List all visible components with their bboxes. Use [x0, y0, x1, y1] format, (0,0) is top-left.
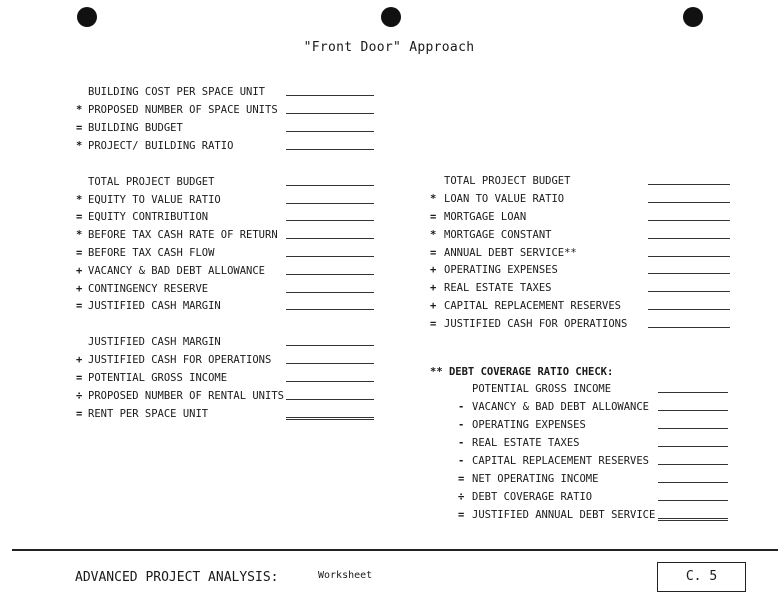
answer-blank[interactable] — [286, 220, 374, 221]
answer-blank[interactable] — [658, 410, 728, 411]
answer-blank[interactable] — [286, 203, 374, 204]
operator: * — [430, 193, 437, 205]
row-label: NET OPERATING INCOME — [472, 473, 599, 485]
row-label: LOAN TO VALUE RATIO — [444, 193, 565, 205]
answer-blank[interactable] — [286, 417, 374, 420]
answer-blank[interactable] — [286, 185, 374, 186]
operator: * — [76, 104, 83, 116]
form-row — [76, 83, 374, 101]
operator: + — [76, 283, 83, 295]
row-label: MORTGAGE CONSTANT — [444, 229, 552, 241]
row-label: OPERATING EXPENSES — [444, 264, 558, 276]
answer-blank[interactable] — [648, 327, 730, 328]
operator: = — [76, 408, 83, 420]
row-label: JUSTIFIED ANNUAL DEBT SERVICE — [472, 509, 656, 521]
form-row — [76, 191, 374, 209]
row-label: ANNUAL DEBT SERVICE** — [444, 247, 577, 259]
row-label: CAPITAL REPLACEMENT RESERVES — [472, 455, 650, 467]
answer-blank[interactable] — [648, 291, 730, 292]
row-label: POTENTIAL GROSS INCOME — [472, 383, 612, 395]
debt-coverage-header: ** DEBT COVERAGE RATIO CHECK: — [430, 366, 614, 378]
operator: = — [458, 509, 465, 521]
form-row — [458, 434, 728, 452]
row-label: REAL ESTATE TAXES — [444, 282, 552, 294]
form-row — [76, 262, 374, 280]
form-row — [430, 261, 730, 279]
row-label: TOTAL PROJECT BUDGET — [88, 176, 215, 188]
row-label: EQUITY TO VALUE RATIO — [88, 194, 221, 206]
operator: * — [76, 229, 83, 241]
row-label: VACANCY & BAD DEBT ALLOWANCE — [472, 401, 650, 413]
row-label: RENT PER SPACE UNIT — [88, 408, 209, 420]
footer-title: ADVANCED PROJECT ANALYSIS: — [75, 570, 279, 585]
answer-blank[interactable] — [286, 274, 374, 275]
answer-blank[interactable] — [658, 428, 728, 429]
form-row — [430, 297, 730, 315]
form-row — [76, 280, 374, 298]
row-label: PROPOSED NUMBER OF RENTAL UNITS — [88, 390, 284, 402]
form-row — [458, 416, 728, 434]
binder-hole-center — [381, 7, 401, 27]
operator: - — [458, 419, 465, 431]
answer-blank[interactable] — [648, 220, 730, 221]
form-row — [76, 101, 374, 119]
row-label: DEBT COVERAGE RATIO — [472, 491, 593, 503]
form-row — [76, 208, 374, 226]
answer-blank[interactable] — [658, 518, 728, 521]
form-row — [76, 351, 374, 369]
form-row — [430, 190, 730, 208]
operator: - — [458, 401, 465, 413]
operator: - — [458, 455, 465, 467]
row-label: BUILDING BUDGET — [88, 122, 183, 134]
answer-blank[interactable] — [286, 149, 374, 150]
answer-blank[interactable] — [286, 363, 374, 364]
row-label: REAL ESTATE TAXES — [472, 437, 580, 449]
footer-worksheet-label: Worksheet — [318, 570, 373, 581]
row-label: VACANCY & BAD DEBT ALLOWANCE — [88, 265, 266, 277]
answer-blank[interactable] — [658, 392, 728, 393]
operator: = — [76, 211, 83, 223]
row-label: BEFORE TAX CASH FLOW — [88, 247, 215, 259]
operator: = — [76, 300, 83, 312]
answer-blank[interactable] — [286, 292, 374, 293]
answer-blank[interactable] — [648, 309, 730, 310]
answer-blank[interactable] — [286, 399, 374, 400]
answer-blank[interactable] — [658, 464, 728, 465]
answer-blank[interactable] — [286, 381, 374, 382]
operator: + — [76, 354, 83, 366]
form-row — [430, 208, 730, 226]
operator: = — [430, 211, 437, 223]
form-row — [458, 488, 728, 506]
form-row — [76, 297, 374, 315]
operator: = — [76, 247, 83, 259]
form-row — [430, 315, 730, 333]
row-label: CAPITAL REPLACEMENT RESERVES — [444, 300, 622, 312]
row-label: POTENTIAL GROSS INCOME — [88, 372, 228, 384]
form-row — [430, 244, 730, 262]
row-label: PROPOSED NUMBER OF SPACE UNITS — [88, 104, 278, 116]
form-row — [76, 369, 374, 387]
operator: ÷ — [458, 491, 465, 503]
row-label: JUSTIFIED CASH FOR OPERATIONS — [444, 318, 628, 330]
answer-blank[interactable] — [648, 273, 730, 274]
answer-blank[interactable] — [286, 256, 374, 257]
form-row — [458, 506, 728, 524]
page-code: C. 5 — [657, 562, 746, 592]
row-label: BUILDING COST PER SPACE UNIT — [88, 86, 266, 98]
operator: * — [76, 194, 83, 206]
form-row — [458, 452, 728, 470]
form-row — [76, 119, 374, 137]
operator: + — [430, 282, 437, 294]
form-row — [76, 405, 374, 423]
answer-blank[interactable] — [286, 309, 374, 310]
form-row — [430, 226, 730, 244]
form-row — [430, 279, 730, 297]
operator: * — [430, 229, 437, 241]
footer-rule — [12, 549, 778, 551]
operator: + — [430, 264, 437, 276]
form-row — [458, 470, 728, 488]
row-label: JUSTIFIED CASH MARGIN — [88, 300, 221, 312]
form-row — [430, 172, 730, 190]
operator: ÷ — [76, 390, 83, 402]
row-label: BEFORE TAX CASH RATE OF RETURN — [88, 229, 278, 241]
operator: = — [430, 247, 437, 259]
operator: = — [430, 318, 437, 330]
form-row — [76, 137, 374, 155]
answer-blank[interactable] — [286, 95, 374, 96]
form-row — [76, 226, 374, 244]
answer-blank[interactable] — [286, 238, 374, 239]
operator: + — [430, 300, 437, 312]
binder-hole-right — [683, 7, 703, 27]
operator: - — [458, 437, 465, 449]
form-row — [76, 333, 374, 351]
answer-blank[interactable] — [286, 345, 374, 346]
answer-blank[interactable] — [658, 446, 728, 447]
operator: * — [76, 140, 83, 152]
answer-blank[interactable] — [648, 238, 730, 239]
form-row — [76, 173, 374, 191]
operator: + — [76, 265, 83, 277]
row-label: TOTAL PROJECT BUDGET — [444, 175, 571, 187]
form-row — [76, 387, 374, 405]
answer-blank[interactable] — [286, 131, 374, 132]
row-label: EQUITY CONTRIBUTION — [88, 211, 209, 223]
row-label: JUSTIFIED CASH FOR OPERATIONS — [88, 354, 272, 366]
row-label: JUSTIFIED CASH MARGIN — [88, 336, 221, 348]
answer-blank[interactable] — [658, 500, 728, 501]
answer-blank[interactable] — [648, 184, 730, 185]
answer-blank[interactable] — [658, 482, 728, 483]
answer-blank[interactable] — [648, 256, 730, 257]
answer-blank[interactable] — [648, 202, 730, 203]
row-label: CONTINGENCY RESERVE — [88, 283, 209, 295]
form-row — [76, 244, 374, 262]
operator: = — [76, 372, 83, 384]
row-label: PROJECT/ BUILDING RATIO — [88, 140, 234, 152]
page-title: "Front Door" Approach — [303, 40, 475, 55]
form-row — [458, 398, 728, 416]
answer-blank[interactable] — [286, 113, 374, 114]
binder-hole-left — [77, 7, 97, 27]
form-row — [458, 380, 728, 398]
operator: = — [76, 122, 83, 134]
row-label: OPERATING EXPENSES — [472, 419, 586, 431]
row-label: MORTGAGE LOAN — [444, 211, 527, 223]
operator: = — [458, 473, 465, 485]
